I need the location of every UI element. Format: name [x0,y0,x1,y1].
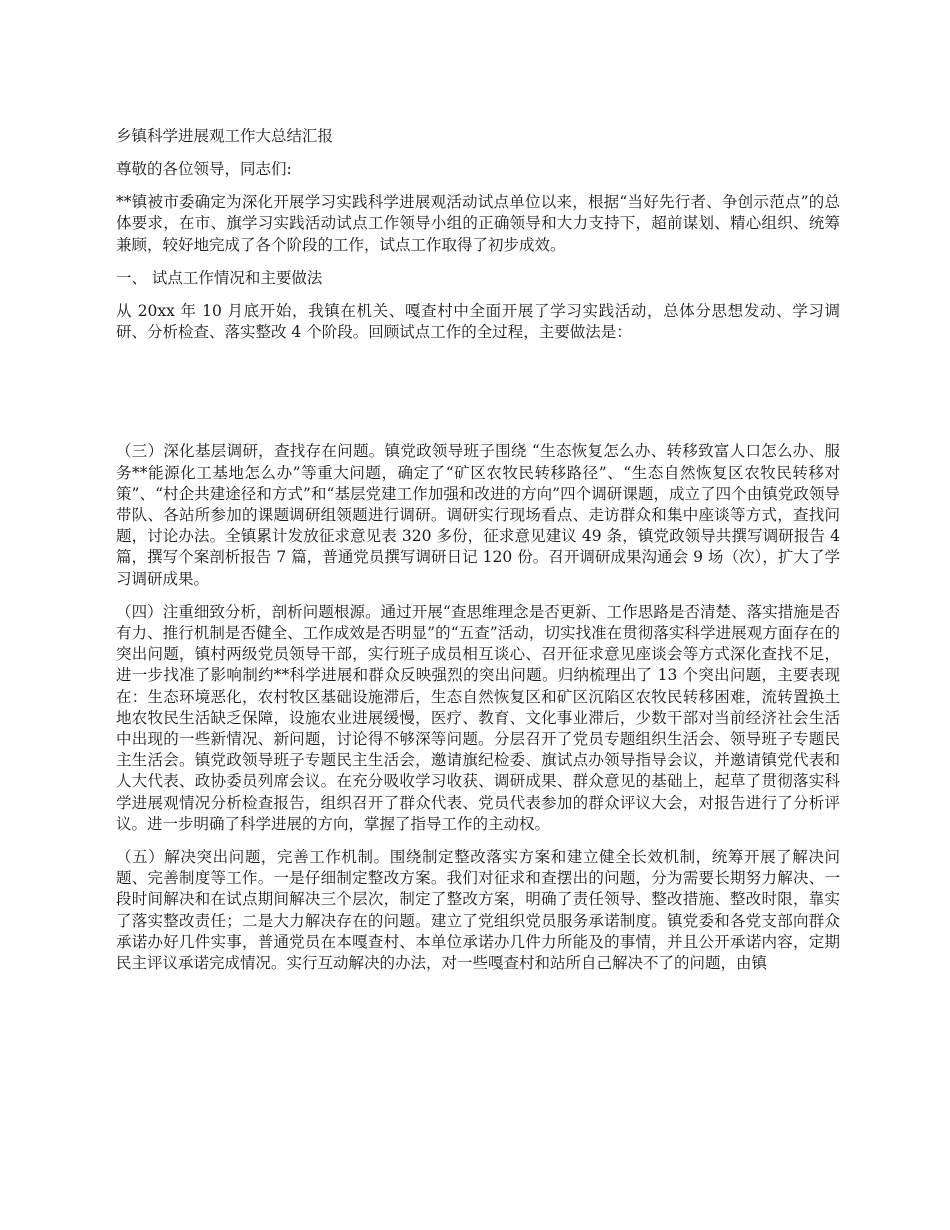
paragraph-three: （三）深化基层调研，查找存在问题。镇党政领导班子围绕 “生态恢复怎么办、转移致富人口怎么办、服务**能源化工基地怎么办”等重大问题，确定了“矿区农牧民转移路径”、“生态自然恢复区农牧民转移对策”、“村企共建途径和方式”和“基层党建工作加强和改进的方向”四个调研课题，成立了四个由镇党政领导带队、各站所参加的课题调研组领题进行调研。调研实行现场看点、走访群众和集中座谈等方式，查找问题，讨论办法。全镇累计发放征求意见表 320 多份，征求意见建议 49 条，镇党政领导共撰写调研报告 4 篇，撰写个案剖析报告 7 篇，普通党员撰写调研日记 120 份。召开调研成果沟通会 9 场（次），扩大了学习调研成果。 [116,442,840,588]
section-paragraph: 从 20xx 年 10 月底开始，我镇在机关、嘎查村中全面开展了学习实践活动，总体分思想发动、学习调研、分析检查、落实整改 4 个阶段。回顾试点工作的全过程，主要做法是： [116,302,840,342]
blank-gap [116,355,840,441]
document-body [116,126,840,986]
paragraph-four: （四）注重细致分析，剖析问题根源。通过开展“查思维理念是否更新、工作思路是否清楚、落实措施是否有力、推行机制是否健全、工作成效是否明显”的“五查”活动，切实找准在贯彻落实科学进展观方面存在的突出问题，镇村两级党员领导干部，实行班子成员相互谈心、召开征求意见座谈会等方式深化查找不足，进一步找准了影响制约**科学进展和群众反映强烈的突出问题。归纳梳理出了 13 个突出问题，主要表现在：生态环境恶化，农村牧区基础设施滞后，生态自然恢复区和矿区沉陷区农牧民转移困难，流转置换土地农牧民生活缺乏保障，设施农业进展缓慢，医疗、教育、文化事业滞后，少数干部对当前经济社会生活中出现的一些新情况、新问题，讨论得不够深等问题。分层召开了党员专题组织生活会、领导班子专题民主生活会。镇党政领导班子专题民主生活会，邀请旗纪检委、旗试点办领导指导会议，并邀请镇党代表和人大代表、政协委员列席会议。在充分吸收学习收获、调研成果、群众意见的基础上，起草了贯彻落实科学进展观情况分析检查报告，组织召开了群众代表、党员代表参加的群众评议大会，对报告进行了分析评议。进一步明确了科学进展的方向，掌握了指导工作的主动权。 [116,602,840,833]
intro-paragraph: **镇被市委确定为深化开展学习实践科学进展观活动试点单位以来，根据“当好先行者、争创示范点”的总体要求，在市、旗学习实践活动试点工作领导小组的正确领导和大力支持下，超前谋划、精心组织、统筹兼顾，较好地完成了各个阶段的工作，试点工作取得了初步成效。 [116,193,840,254]
paragraph-five: （五）解决突出问题，完善工作机制。围绕制定整改落实方案和建立健全长效机制，统筹开展了解决问题、完善制度等工作。一是仔细制定整改方案。我们对征求和查摆出的问题，分为需要长期努力解决、一段时间解决和在试点期间解决三个层次，制定了整改方案，明确了责任领导、整改措施、整改时限，靠实了落实整改责任；二是大力解决存在的问题。建立了党组织党员服务承诺制度。镇党委和各党支部向群众承诺办好几件实事，普通党员在本嘎查村、本单位承诺办几件力所能及的事情，并且公开承诺内容，定期民主评议承诺完成情况。实行互动解决的办法，对一些嘎查村和站所自己解决不了的问题，由镇 [116,848,840,973]
document-title: 乡镇科学进展观工作大总结汇报 [116,127,334,145]
salutation: 尊敬的各位领导，同志们: [116,160,292,178]
section-heading: 一、 试点工作情况和主要做法 [116,268,323,287]
